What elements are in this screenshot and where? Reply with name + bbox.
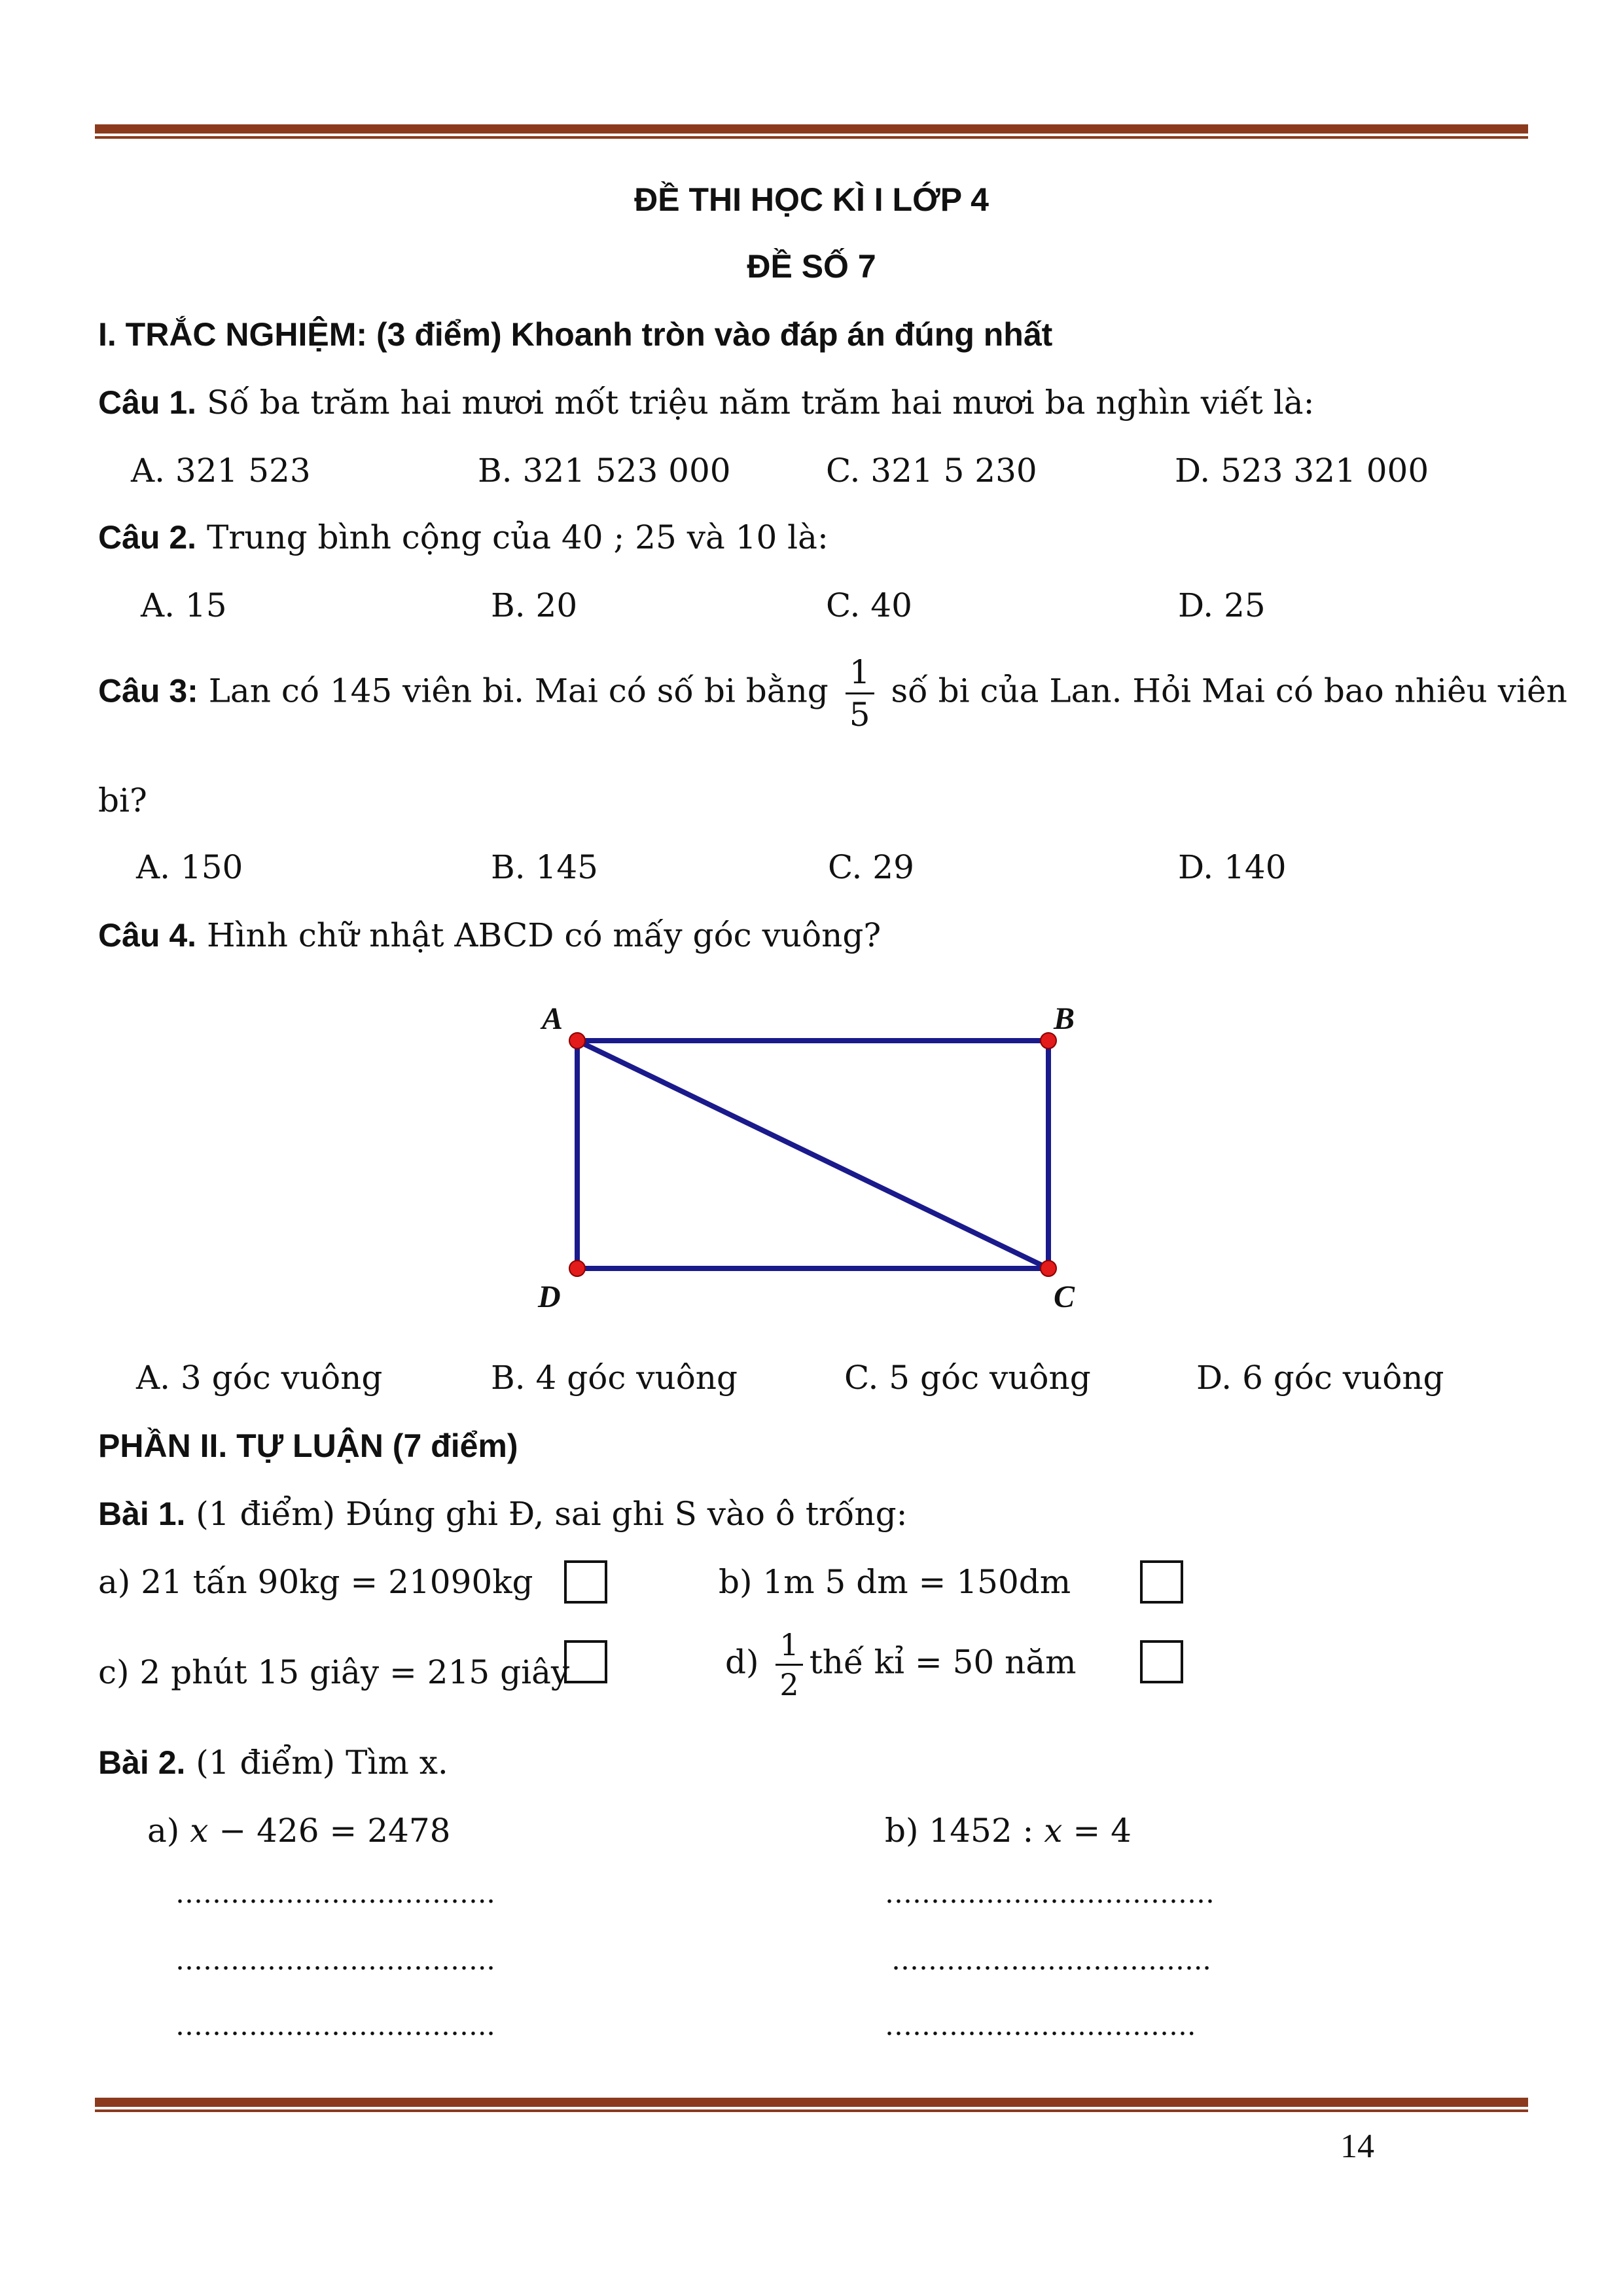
exam-title: ĐỀ THI HỌC KÌ I LỚP 4 — [634, 181, 989, 218]
part1-heading: I. TRẮC NGHIỆM: (3 điểm) Khoanh tròn vào đáp án đúng nhất — [98, 316, 1053, 353]
equation-a-variable: x — [190, 1812, 209, 1850]
statement-b: b) 1m 5 dm = 150dm — [719, 1563, 1071, 1601]
point-d — [569, 1261, 585, 1276]
label-c: C — [1054, 1280, 1075, 1314]
answer-line-a-1[interactable]: …………………………….. — [175, 1877, 495, 1909]
answer-box-b[interactable] — [1140, 1560, 1183, 1604]
statement-a: a) 21 tấn 90kg = 21090kg — [98, 1563, 533, 1601]
q2-option-c[interactable]: C. 40 — [826, 586, 912, 624]
q2-option-a[interactable]: A. 15 — [141, 586, 227, 624]
exercise-1-text: (1 điểm) Đúng ghi Đ, sai ghi S vào ô trống: — [185, 1495, 908, 1533]
question-2-text: Trung bình cộng của 40 ; 25 và 10 là: — [196, 518, 829, 556]
answer-box-c[interactable] — [564, 1640, 607, 1683]
question-1 — [98, 384, 1314, 422]
label-a: A — [542, 1001, 563, 1036]
q4-option-c[interactable]: C. 5 góc vuông — [844, 1359, 1091, 1397]
exercise-1-label: Bài 1. — [98, 1496, 186, 1532]
question-4-label: Câu 4. — [98, 917, 197, 954]
bottom-rule — [95, 2098, 1528, 2112]
q4-option-d[interactable]: D. 6 góc vuông — [1196, 1359, 1444, 1397]
equation-b — [885, 1812, 1132, 1850]
page-number: 14 — [1340, 2128, 1374, 2165]
answer-line-b-2[interactable]: …………………………….. — [891, 1944, 1211, 1976]
rectangle-abcd-figure — [510, 988, 1113, 1329]
question-1-label: Câu 1. — [98, 384, 197, 421]
question-3-text-before: Lan có 145 viên bi. Mai có số bi bằng — [198, 672, 829, 710]
q1-option-c[interactable]: C. 321 5 230 — [826, 452, 1037, 490]
question-3-line2: bi? — [98, 781, 147, 819]
statement-d-suffix: thế kỉ = 50 năm — [809, 1643, 1077, 1681]
answer-line-a-3[interactable]: …………………………….. — [175, 2009, 495, 2041]
q1-option-a[interactable]: A. 321 523 — [131, 452, 311, 490]
statement-d — [725, 1627, 1077, 1702]
figure-lines — [577, 1041, 1048, 1268]
q3-option-d[interactable]: D. 140 — [1178, 848, 1287, 886]
equation-b-prefix: b) 1452 : — [885, 1812, 1044, 1850]
q4-option-b[interactable]: B. 4 góc vuông — [491, 1359, 738, 1397]
statement-d-prefix: d) — [725, 1643, 759, 1681]
q3-option-a[interactable]: A. 150 — [136, 848, 243, 886]
q3-option-b[interactable]: B. 145 — [491, 848, 598, 886]
equation-b-expression: = 4 — [1062, 1812, 1132, 1850]
answer-line-b-1[interactable]: ……………………………… — [885, 1877, 1215, 1909]
answer-line-a-2[interactable]: …………………………….. — [175, 1944, 495, 1976]
q2-option-b[interactable]: B. 20 — [491, 586, 578, 624]
q1-option-b[interactable]: B. 321 523 000 — [478, 452, 731, 490]
exam-subtitle: ĐỀ SỐ 7 — [747, 248, 876, 285]
diagonal-ac — [577, 1041, 1048, 1268]
statement-c: c) 2 phút 15 giây = 215 giây — [98, 1653, 570, 1691]
question-3-label: Câu 3: — [98, 672, 198, 709]
q1-option-d[interactable]: D. 523 321 000 — [1175, 452, 1429, 490]
equation-a — [147, 1812, 450, 1850]
fraction-one-fifth — [846, 653, 874, 734]
fraction-one-half — [776, 1627, 802, 1702]
part2-heading: PHẦN II. TỰ LUẬN (7 điểm) — [98, 1427, 518, 1464]
label-b: B — [1054, 1001, 1075, 1036]
equation-a-expression: − 426 = 2478 — [208, 1812, 451, 1850]
question-2-label: Câu 2. — [98, 519, 197, 556]
question-4-text: Hình chữ nhật ABCD có mấy góc vuông? — [196, 916, 882, 954]
label-d: D — [538, 1280, 561, 1314]
question-4 — [98, 916, 881, 954]
fraction-denominator: 5 — [849, 696, 870, 734]
exercise-2 — [98, 1744, 448, 1782]
top-rule — [95, 124, 1528, 139]
q3-option-c[interactable]: C. 29 — [828, 848, 914, 886]
exercise-2-label: Bài 2. — [98, 1744, 186, 1781]
fraction-numerator: 1 — [846, 656, 874, 694]
point-c — [1041, 1261, 1056, 1276]
exercise-1 — [98, 1495, 907, 1533]
q2-option-d[interactable]: D. 25 — [1178, 586, 1266, 624]
fraction-denominator: 2 — [779, 1667, 799, 1702]
exercise-2-text: (1 điểm) Tìm x. — [185, 1744, 448, 1782]
answer-line-b-3[interactable]: ……………………………. — [885, 2009, 1196, 2041]
fraction-numerator: 1 — [776, 1630, 802, 1666]
question-1-text: Số ba trăm hai mươi mốt triệu năm trăm hai mươi ba nghìn viết là: — [196, 384, 1315, 422]
question-3 — [98, 653, 1567, 734]
question-2 — [98, 518, 829, 556]
answer-box-d[interactable] — [1140, 1640, 1183, 1683]
equation-b-variable: x — [1044, 1812, 1063, 1850]
point-a — [569, 1033, 585, 1049]
question-3-text-after: số bi của Lan. Hỏi Mai có bao nhiêu viên — [891, 672, 1567, 710]
answer-box-a[interactable] — [564, 1560, 607, 1604]
q4-option-a[interactable]: A. 3 góc vuông — [136, 1359, 383, 1397]
equation-a-prefix: a) — [147, 1812, 190, 1850]
